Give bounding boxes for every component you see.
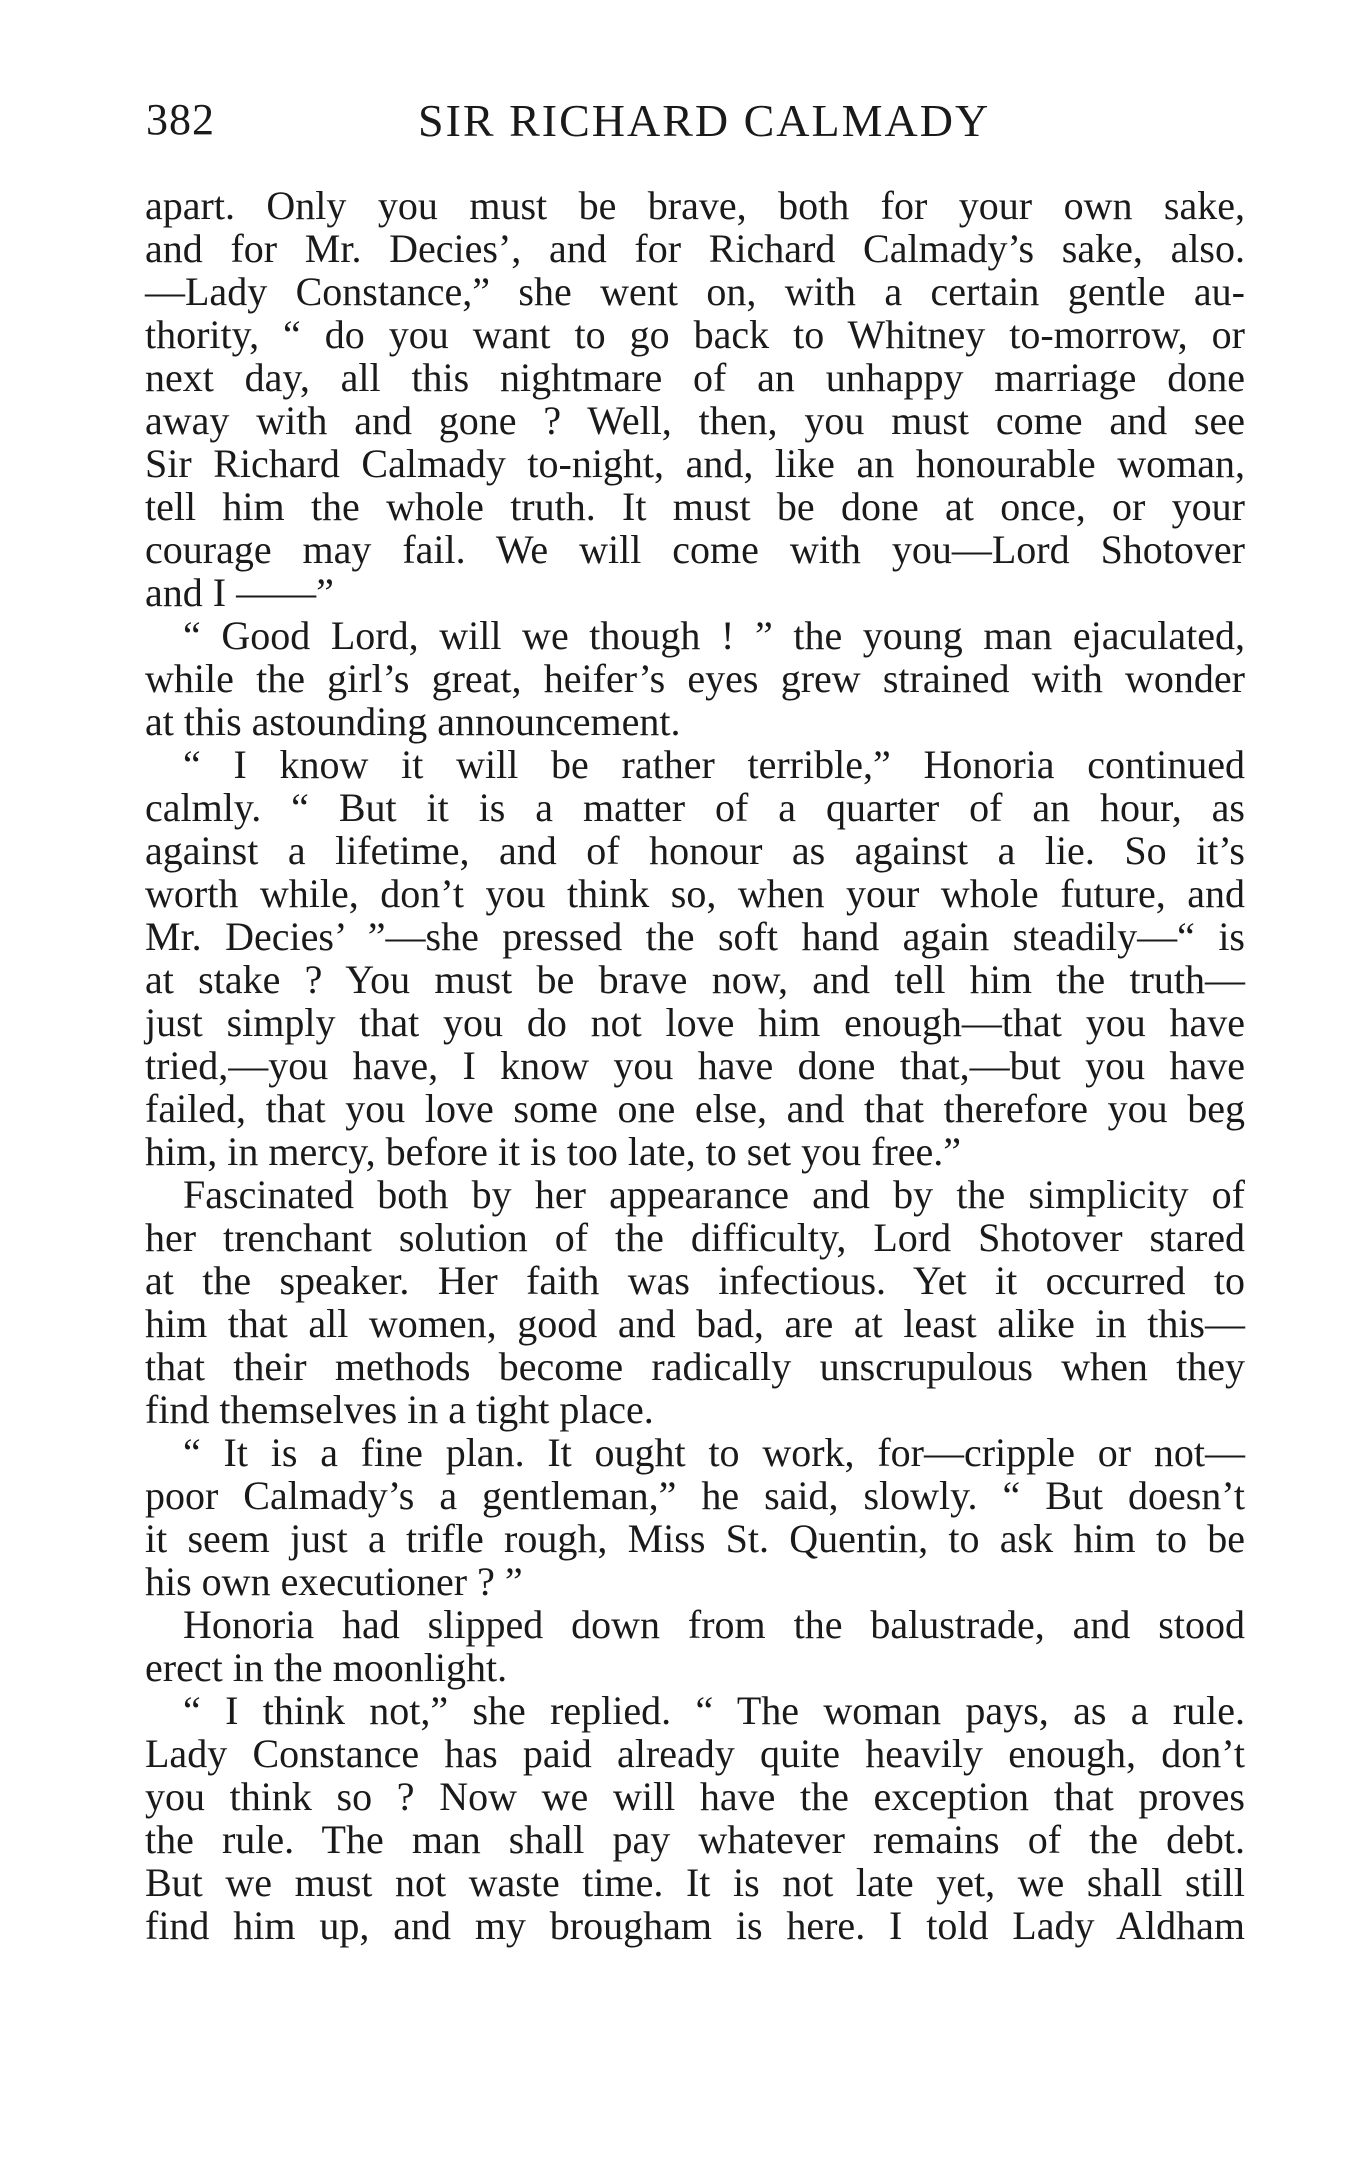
- text-line: Fascinated both by her appearance and by the simplicity of: [183, 1172, 1245, 1217]
- text-line: and for Mr. Decies’, and for Richard Calmady’s sake, also.: [145, 226, 1245, 271]
- text-line: Mr. Decies’ ”—she pressed the soft hand again steadily—“ is: [145, 914, 1245, 959]
- text-line: erect in the moonlight.: [145, 1645, 508, 1690]
- text-line: her trenchant solution of the difficulty, Lord Shotover stared: [145, 1215, 1245, 1260]
- text-line: at this astounding announcement.: [145, 699, 681, 744]
- text-line: just simply that you do not love him enough—that you have: [145, 1000, 1245, 1045]
- text-line: him, in mercy, before it is too late, to set you free.”: [145, 1129, 962, 1174]
- text-line: “ It is a fine plan. It ought to work, for—cripple or not—: [183, 1430, 1245, 1475]
- text-line: worth while, don’t you think so, when your whole future, and: [145, 871, 1245, 916]
- text-line: tell him the whole truth. It must be done at once, or your: [145, 484, 1245, 529]
- page-header: [146, 94, 1246, 154]
- text-line: the rule. The man shall pay whatever remains of the debt.: [145, 1817, 1245, 1862]
- text-line: at stake ? You must be brave now, and tell him the truth—: [145, 957, 1245, 1002]
- text-line: next day, all this nightmare of an unhappy marriage done: [145, 355, 1245, 400]
- text-line: apart. Only you must be brave, both for your own sake,: [145, 183, 1245, 228]
- text-line: against a lifetime, and of honour as against a lie. So it’s: [145, 828, 1245, 873]
- text-line: “ I think not,” she replied. “ The woman pays, as a rule.: [183, 1688, 1245, 1733]
- text-line: poor Calmady’s a gentleman,” he said, slowly. “ But doesn’t: [145, 1473, 1245, 1518]
- text-line: it seem just a trifle rough, Miss St. Quentin, to ask him to be: [145, 1516, 1245, 1561]
- text-line: failed, that you love some one else, and that therefore you beg: [145, 1086, 1245, 1131]
- body-text: [145, 184, 1245, 1947]
- text-line: —Lady Constance,” she went on, with a certain gentle au-: [145, 269, 1245, 314]
- text-line: at the speaker. Her faith was infectious. Yet it occurred to: [145, 1258, 1245, 1303]
- text-line: “ I know it will be rather terrible,” Honoria continued: [183, 742, 1245, 787]
- text-line: thority, “ do you want to go back to Whitney to-morrow, or: [145, 312, 1245, 357]
- text-line: away with and gone ? Well, then, you must come and see: [145, 398, 1245, 443]
- text-line: you think so ? Now we will have the exception that proves: [145, 1774, 1245, 1819]
- text-line: courage may fail. We will come with you—Lord Shotover: [145, 527, 1245, 572]
- text-line: and I ——”: [145, 570, 334, 615]
- text-line: tried,—you have, I know you have done that,—but you have: [145, 1043, 1245, 1088]
- running-title: SIR RICHARD CALMADY: [418, 95, 991, 146]
- text-line: find him up, and my brougham is here. I told Lady Aldham: [145, 1903, 1245, 1948]
- page-number: 382: [146, 95, 215, 144]
- text-line: find themselves in a tight place.: [145, 1387, 654, 1432]
- text-line: Sir Richard Calmady to-night, and, like an honourable woman,: [145, 441, 1245, 486]
- text-line: calmly. “ But it is a matter of a quarter of an hour, as: [145, 785, 1245, 830]
- text-line: while the girl’s great, heifer’s eyes grew strained with wonder: [145, 656, 1245, 701]
- text-line: But we must not waste time. It is not late yet, we shall still: [145, 1860, 1245, 1905]
- text-line: that their methods become radically unscrupulous when they: [145, 1344, 1245, 1389]
- text-line: Lady Constance has paid already quite heavily enough, don’t: [145, 1731, 1245, 1776]
- text-line: him that all women, good and bad, are at least alike in this—: [145, 1301, 1245, 1346]
- text-line: Honoria had slipped down from the balustrade, and stood: [183, 1602, 1245, 1647]
- text-line: “ Good Lord, will we though ! ” the young man ejaculated,: [183, 613, 1245, 658]
- text-line: his own executioner ? ”: [145, 1559, 523, 1604]
